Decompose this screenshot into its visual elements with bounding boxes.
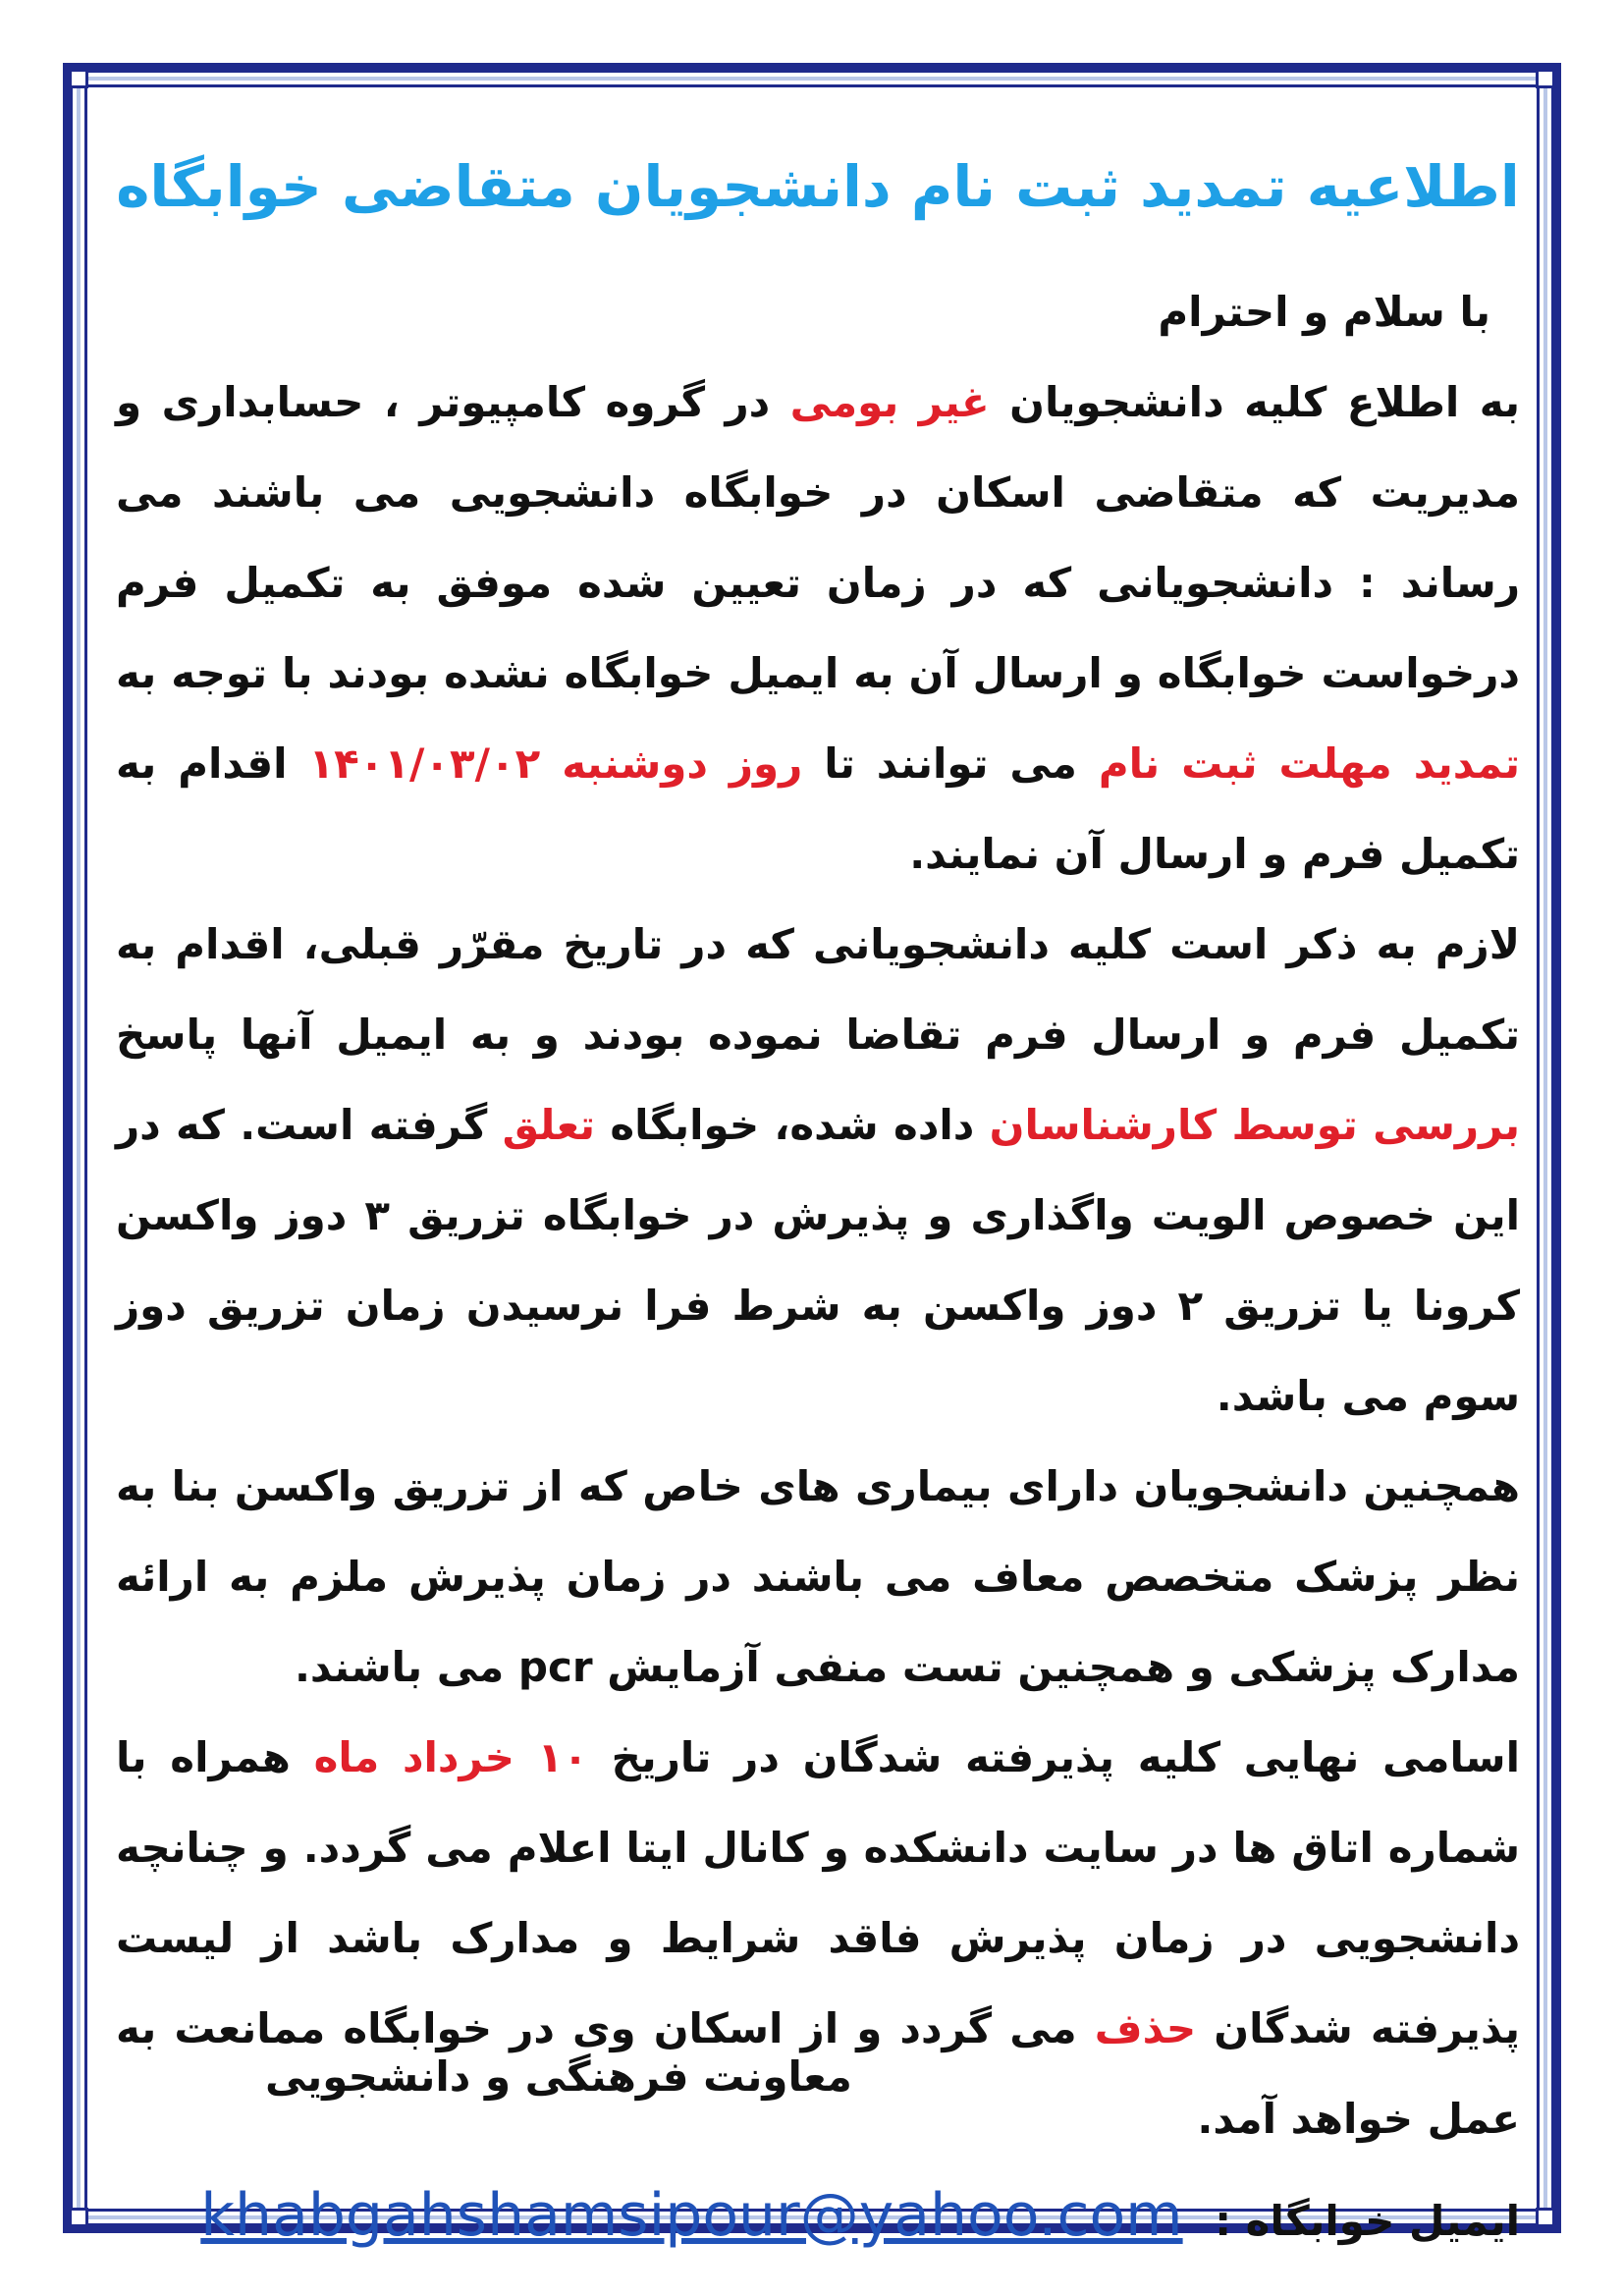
paragraph-previous-applicants [116, 900, 1520, 1442]
border-corner-ornament [1536, 69, 1555, 88]
greeting: با سلام و احترام [1158, 288, 1490, 336]
paragraph-extension [116, 357, 1520, 900]
highlight-extension: تمدید مهلت ثبت نام [1098, 739, 1520, 788]
highlight-review: بررسی توسط کارشناسان [989, 1101, 1520, 1149]
text-segment: می گردد و از اسکان وی در خوابگاه ممانعت به عمل خواهد آمد. [116, 2004, 1520, 2143]
text-segment: اقدام به تکمیل فرم و ارسال آن نمایند. [116, 739, 1520, 878]
text-segment: می توانند تا [802, 739, 1099, 788]
signature: معاونت فرهنگی و دانشجویی [265, 2052, 852, 2101]
highlight-deadline: روز دوشنبه ۱۴۰۱/۰۳/۰۲ [308, 739, 803, 788]
announcement-title: اطلاعیه تمدید ثبت نام دانشجویان متقاضی خوابگاه [116, 153, 1520, 220]
text-segment: همراه با شماره اتاق ها در سایت دانشکده و کانال ایتا اعلام می گردد. و چنانچه دانشجویی در زمان پذیرش فاقد شرایط و مدارک باشد از لیست پذیرفته شدگان [116, 1733, 1520, 2052]
border-corner-ornament [1536, 2208, 1555, 2227]
highlight-non-native: غیر بومی [789, 378, 990, 426]
email-label: ایمیل خوابگاه : [1215, 2197, 1520, 2245]
highlight-assigned: تعلق [502, 1101, 596, 1149]
text-segment: اسامی نهایی کلیه پذیرفته شدگان در تاریخ [587, 1733, 1520, 1781]
text-segment: لازم به ذکر است کلیه دانشجویانی که در تاریخ مقرّر قبلی، اقدام به تکمیل فرم و ارسال فرم تقاضا نموده بودند و به ایمیل آنها پاسخ [116, 920, 1520, 1059]
announcement-body [116, 147, 1520, 2270]
text-segment: به اطلاع کلیه دانشجویان [989, 378, 1520, 426]
text-segment: گرفته است. که در این خصوص الویت واگذاری و پذیرش در خوابگاه تزریق ۳ دوز واکسن کرونا یا تزریق ۲ دوز واکسن به شرط فرا نرسیدن زمان تزریق دوز سوم می باشد. [116, 1101, 1521, 1420]
email-row [116, 2166, 1520, 2270]
text-segment: داده شده، خوابگاه [595, 1101, 990, 1149]
border-corner-ornament [69, 69, 88, 88]
email-link[interactable]: khabgahshamsipour@yahoo.com [200, 2181, 1183, 2250]
highlight-date: ۱۰ خرداد ماه [313, 1733, 588, 1781]
paragraph-medical-exemption: همچنین دانشجویان دارای بیماری های خاص که از تزریق واکسن بنا به نظر پزشک متخصص معاف می باشند در زمان پذیرش ملزم به ارائه مدارک پزشکی و همچنین تست منفی آزمایش pcr می باشند. [116, 1462, 1520, 1691]
border-corner-ornament [69, 2208, 88, 2227]
text-segment: در گروه کامپیوتر ، حسابداری و مدیریت که متقاضی اسکان در خوابگاه دانشجویی می باشند می رساند : دانشجویانی که در زمان تعیین شده موفق به تکمیل فرم درخواست خوابگاه و ارسال آن به ایمیل خوابگاه نشده بودند با توجه به [116, 378, 1520, 697]
highlight-removed: حذف [1094, 2004, 1197, 2052]
